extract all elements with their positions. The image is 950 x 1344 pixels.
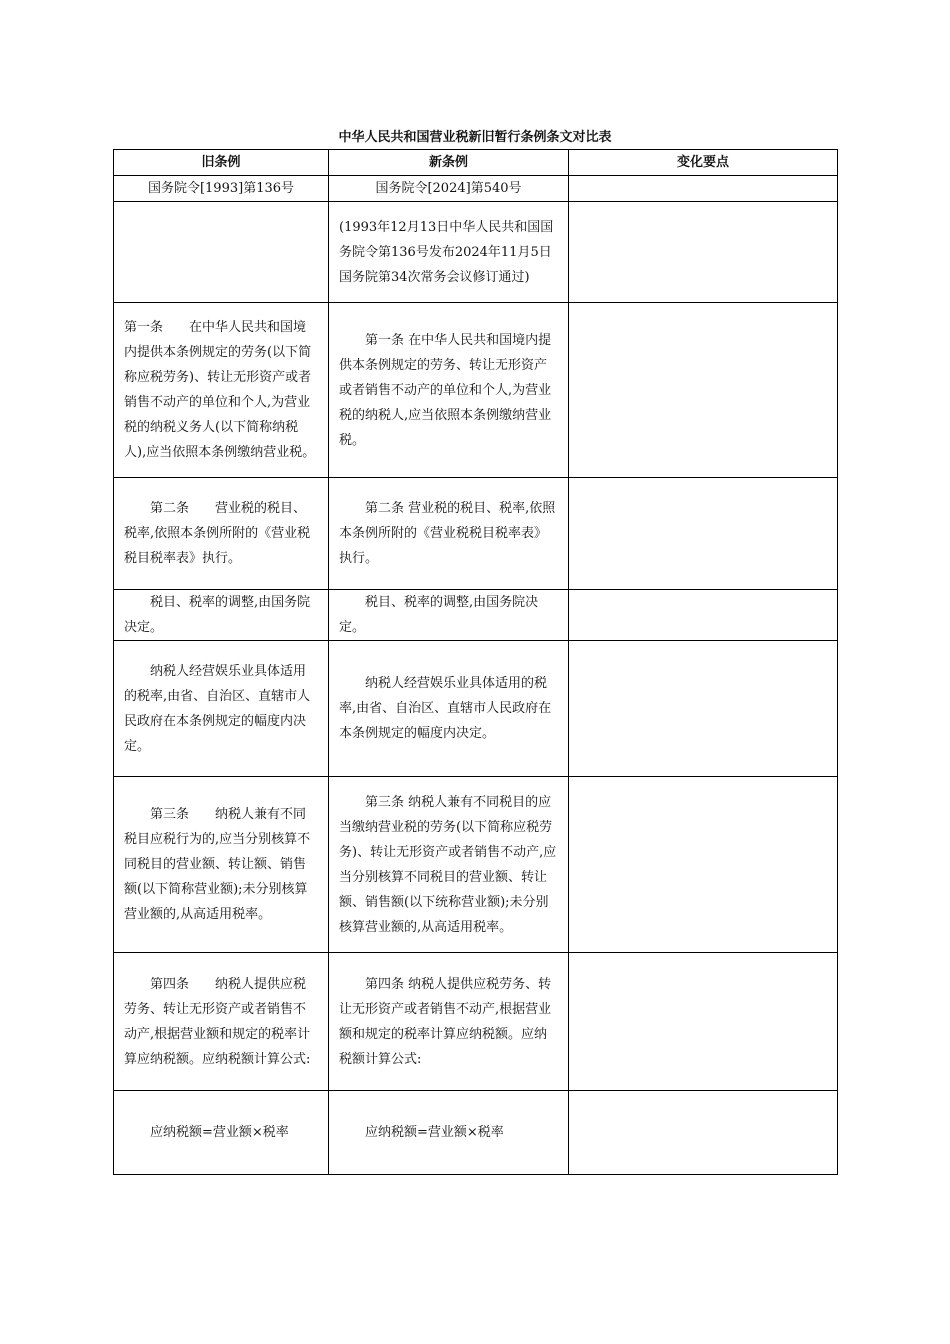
table-row	[114, 777, 838, 953]
header-new-regulation: 新条例	[329, 150, 569, 176]
table-row	[114, 202, 838, 303]
old-cell: 第二条 营业税的税目、税率,依照本条例所附的《营业税税目税率表》执行。	[114, 478, 329, 590]
comparison-table	[113, 149, 838, 1175]
table-row	[114, 953, 838, 1091]
old-cell	[114, 202, 329, 303]
new-cell: 应纳税额=营业额×税率	[329, 1091, 569, 1175]
old-cell: 税目、税率的调整,由国务院决定。	[114, 590, 329, 641]
change-cell	[569, 202, 838, 303]
old-cell: 应纳税额=营业额×税率	[114, 1091, 329, 1175]
change-cell	[569, 478, 838, 590]
new-cell: 国务院令[2024]第540号	[329, 176, 569, 202]
table-row	[114, 303, 838, 478]
change-cell	[569, 953, 838, 1091]
old-cell: 第一条 在中华人民共和国境内提供本条例规定的劳务(以下简称应税劳务)、转让无形资产或者销售不动产的单位和个人,为营业税的纳税义务人(以下简称纳税人),应当依照本条例缴纳营业税。	[114, 303, 329, 478]
table-row	[114, 176, 838, 202]
new-cell: 第三条 纳税人兼有不同税目的应当缴纳营业税的劳务(以下简称应税劳务)、转让无形资产或者销售不动产,应当分别核算不同税目的营业额、转让额、销售额(以下统称营业额);未分别核算营业额的,从高适用税率。	[329, 777, 569, 953]
table-row	[114, 590, 838, 641]
new-cell: 第一条 在中华人民共和国境内提供本条例规定的劳务、转让无形资产或者销售不动产的单位和个人,为营业税的纳税人,应当依照本条例缴纳营业税。	[329, 303, 569, 478]
change-cell	[569, 1091, 838, 1175]
new-cell: 纳税人经营娱乐业具体适用的税率,由省、自治区、直辖市人民政府在本条例规定的幅度内决定。	[329, 641, 569, 777]
change-cell	[569, 641, 838, 777]
header-change-points: 变化要点	[569, 150, 838, 176]
table-row	[114, 478, 838, 590]
new-cell: 第四条 纳税人提供应税劳务、转让无形资产或者销售不动产,根据营业额和规定的税率计算应纳税额。应纳税额计算公式:	[329, 953, 569, 1091]
header-old-regulation: 旧条例	[114, 150, 329, 176]
change-cell	[569, 303, 838, 478]
old-cell: 第四条 纳税人提供应税劳务、转让无形资产或者销售不动产,根据营业额和规定的税率计算应纳税额。应纳税额计算公式:	[114, 953, 329, 1091]
old-cell: 国务院令[1993]第136号	[114, 176, 329, 202]
new-cell: 税目、税率的调整,由国务院决定。	[329, 590, 569, 641]
change-cell	[569, 176, 838, 202]
table-header-row	[114, 150, 838, 176]
change-cell	[569, 590, 838, 641]
old-cell: 纳税人经营娱乐业具体适用的税率,由省、自治区、直辖市人民政府在本条例规定的幅度内决定。	[114, 641, 329, 777]
old-cell: 第三条 纳税人兼有不同税目应税行为的,应当分别核算不同税目的营业额、转让额、销售额(以下简称营业额);未分别核算营业额的,从高适用税率。	[114, 777, 329, 953]
table-row	[114, 641, 838, 777]
new-cell: (1993年12月13日中华人民共和国国务院令第136号发布2024年11月5日国务院第34次常务会议修订通过)	[329, 202, 569, 303]
change-cell	[569, 777, 838, 953]
page-title: 中华人民共和国营业税新旧暂行条例条文对比表	[338, 130, 612, 145]
new-cell: 第二条 营业税的税目、税率,依照本条例所附的《营业税税目税率表》执行。	[329, 478, 569, 590]
table-row	[114, 1091, 838, 1175]
